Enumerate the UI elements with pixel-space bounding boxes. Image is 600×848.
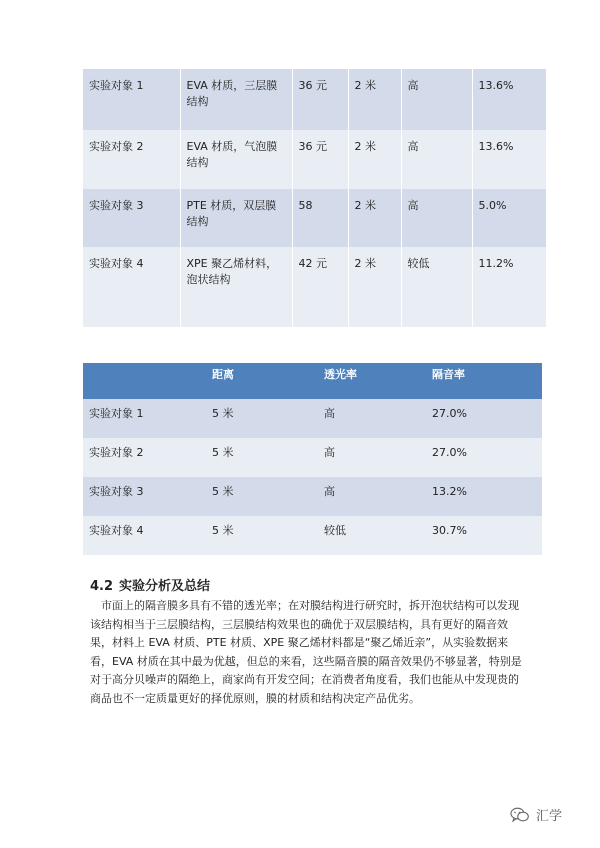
table-cell: EVA 材质，三层膜结构: [180, 69, 292, 130]
section-paragraph: 市面上的隔音膜多具有不错的透光率；在对膜结构进行研究时，拆开泡状结构可以发现该结构相当于三层膜结构，三层膜结构效果也的确优于双层膜结构，具有更好的隔音效果，材料上 EVA 材质、PTE 材质、XPE 聚乙烯材料都是“聚乙烯近亲”，从实验数据来看，EVA 材质在其中最为优越，但总的来看，这些隔音膜的隔音效果仍不够显著，特别是对于高分贝噪声的隔绝上，商家尚有开发空间；在消费者角度看，我们也能从中发现贵的商品也不一定质量更好的择优原则，膜的材质和结构决定产品优劣。: [90, 599, 522, 705]
section-title: 实验分析及总结: [119, 579, 211, 594]
table-cell: 实验对象 1: [83, 69, 180, 130]
table-row: [83, 247, 546, 327]
watermark: [510, 805, 562, 824]
table-product-info: [83, 69, 547, 327]
table-cell: 2 米: [348, 69, 401, 130]
table-cell: 27.0%: [426, 399, 542, 438]
watermark-text: 汇学: [536, 809, 563, 824]
table-cell: 较低: [318, 516, 426, 555]
table-cell: 30.7%: [426, 516, 542, 555]
table-cell: 11.2%: [472, 247, 546, 327]
table-test-results: [83, 363, 542, 555]
table-cell: 5 米: [206, 477, 318, 516]
table-row: [83, 69, 546, 130]
table-cell: 高: [318, 438, 426, 477]
table-cell: 2 米: [348, 130, 401, 189]
table-cell: 实验对象 4: [83, 247, 180, 327]
table-cell: XPE 聚乙烯材料，泡状结构: [180, 247, 292, 327]
table-cell: 27.0%: [426, 438, 542, 477]
table-cell: 42 元: [292, 247, 348, 327]
table-cell: 5 米: [206, 399, 318, 438]
wechat-icon: [510, 807, 530, 823]
table-cell: 2 米: [348, 189, 401, 247]
table-cell: 实验对象 3: [83, 477, 206, 516]
table-cell: EVA 材质，气泡膜结构: [180, 130, 292, 189]
column-header: 透光率: [318, 363, 426, 399]
table-cell: 高: [318, 477, 426, 516]
table-cell: 高: [401, 189, 472, 247]
table-cell: 2 米: [348, 247, 401, 327]
table-cell: 实验对象 2: [83, 438, 206, 477]
table-cell: 高: [401, 69, 472, 130]
table-row: [83, 130, 546, 189]
table-cell: 5 米: [206, 516, 318, 555]
table-row: [83, 438, 542, 477]
table-row: [83, 189, 546, 247]
table-cell: 13.6%: [472, 69, 546, 130]
table-cell: 36 元: [292, 69, 348, 130]
table-cell: 实验对象 1: [83, 399, 206, 438]
table-header-row: [83, 363, 542, 399]
table-cell: 实验对象 2: [83, 130, 180, 189]
table-cell: 13.6%: [472, 130, 546, 189]
column-header: [83, 363, 206, 399]
table-cell: 36 元: [292, 130, 348, 189]
table-cell: 较低: [401, 247, 472, 327]
table-row: [83, 516, 542, 555]
table-cell: 13.2%: [426, 477, 542, 516]
table-cell: 高: [318, 399, 426, 438]
table-cell: 实验对象 4: [83, 516, 206, 555]
table-cell: 高: [401, 130, 472, 189]
table-cell: PTE 材质，双层膜结构: [180, 189, 292, 247]
section-number: 4.2: [90, 579, 114, 594]
table-cell: 实验对象 3: [83, 189, 180, 247]
table-cell: 58: [292, 189, 348, 247]
column-header: 距离: [206, 363, 318, 399]
table-row: [83, 399, 542, 438]
section-heading: [90, 575, 210, 594]
column-header: 隔音率: [426, 363, 542, 399]
table-row: [83, 477, 542, 516]
table-cell: 5.0%: [472, 189, 546, 247]
table-cell: 5 米: [206, 438, 318, 477]
